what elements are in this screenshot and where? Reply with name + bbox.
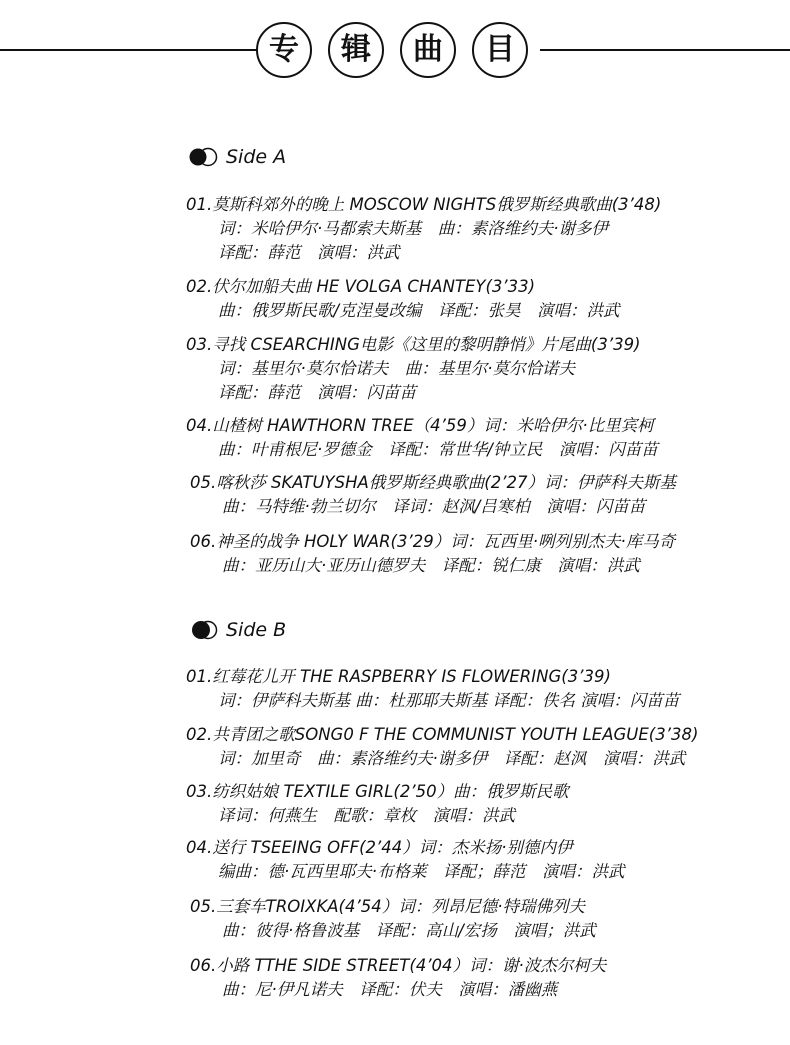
track-title: 05.喀秋莎 SKATUYSHA俄罗斯经典歌曲(2’27）词：伊萨科夫斯基 — [190, 473, 676, 492]
track-credit: 译配：薛范 演唱：闪苗苗 — [218, 383, 416, 402]
track-a-05 — [190, 471, 676, 519]
title-char-1: 专 — [256, 22, 312, 78]
page-header — [0, 0, 790, 100]
track-title: 03.纺织姑娘 TEXTILE GIRL(2’50）曲：俄罗斯民歌 — [186, 782, 569, 801]
track-title: 04.送行 TSEEING OFF(2’44）词：杰米扬·别德内伊 — [186, 838, 573, 857]
track-credit: 编曲：德·瓦西里耶夫·布格莱 译配；薛范 演唱：洪武 — [218, 862, 625, 881]
track-credit: 曲：俄罗斯民歌/克涅曼改编 译配：张昊 演唱：洪武 — [218, 301, 620, 320]
track-b-02 — [186, 723, 698, 771]
track-title: 01.红莓花儿开 THE RASPBERRY IS FLOWERING(3’39) — [186, 667, 611, 686]
side-a-label: Side A — [226, 146, 287, 168]
track-a-06 — [190, 530, 675, 578]
track-b-03 — [186, 780, 569, 828]
side-b-header — [188, 619, 286, 641]
track-b-04 — [186, 836, 625, 884]
track-a-01 — [186, 193, 661, 265]
track-credit: 曲：马特维·勃兰切尔 译词：赵沨/吕寒柏 演唱：闪苗苗 — [222, 497, 646, 516]
track-b-06 — [190, 954, 606, 1002]
side-a-header — [188, 146, 286, 168]
title-char-4: 目 — [472, 22, 528, 78]
track-a-03 — [186, 333, 641, 405]
disc-half-icon — [188, 620, 218, 640]
track-credit: 译配：薛范 演唱：洪武 — [218, 243, 400, 262]
track-title: 01.莫斯科郊外的晚上 MOSCOW NIGHTS俄罗斯经典歌曲(3’48) — [186, 195, 662, 214]
track-credit: 词：米哈伊尔·马都索夫斯基 曲：素洛维约夫·谢多伊 — [218, 219, 608, 238]
track-title: 04.山楂树 HAWTHORN TREE（4’59）词：米哈伊尔·比里宾柯 — [186, 416, 654, 435]
title-char-2: 辑 — [328, 22, 384, 78]
disc-half-icon — [188, 147, 218, 167]
track-title: 02.伏尔加船夫曲 HE VOLGA CHANTEY(3’33) — [186, 277, 536, 296]
track-title: 06.神圣的战争 HOLY WAR(3’29）词：瓦西里·咧列别杰夫·库马奇 — [190, 532, 676, 551]
track-title: 02.共青团之歌SONG0 F THE COMMUNIST YOUTH LEAGUE(3’38) — [186, 725, 699, 744]
track-b-01 — [186, 665, 679, 713]
track-credit: 曲：叶甫根尼·罗德金 译配：常世华/钟立民 演唱：闪苗苗 — [218, 440, 658, 459]
track-title: 05.三套车TROIXKA(4’54）词：列昂尼德·特瑞佛列夫 — [190, 897, 585, 916]
track-credit: 词：基里尔·莫尔恰诺夫 曲：基里尔·莫尔恰诺夫 — [218, 359, 575, 378]
track-title: 03.寻找 CSEARCHING电影《这里的黎明静悄》片尾曲(3’39) — [186, 335, 641, 354]
track-a-04 — [186, 414, 658, 462]
track-credit: 曲：亚历山大·亚历山德罗夫 译配：锐仁康 演唱：洪武 — [222, 556, 640, 575]
track-credit: 曲：彼得·格鲁波基 译配：高山/宏扬 演唱；洪武 — [222, 921, 596, 940]
track-a-02 — [186, 275, 620, 323]
track-title: 06.小路 TTHE SIDE STREET(4’04）词：谢·波杰尔柯夫 — [190, 956, 607, 975]
side-b-label: Side B — [226, 619, 287, 641]
page-title — [256, 22, 528, 78]
track-credit: 曲：尼·伊凡诺夫 译配：伏夫 演唱：潘幽燕 — [222, 980, 558, 999]
header-divider-right — [540, 49, 790, 51]
track-credit: 词：伊萨科夫斯基 曲：杜那耶夫斯基 译配：佚名 演唱：闪苗苗 — [218, 691, 680, 710]
track-b-05 — [190, 895, 596, 943]
header-divider-left — [0, 49, 258, 51]
track-credit: 词：加里奇 曲：素洛维约夫·谢多伊 译配：赵沨 演唱：洪武 — [218, 749, 686, 768]
title-char-3: 曲 — [400, 22, 456, 78]
track-credit: 译词：何燕生 配歌：章枚 演唱：洪武 — [218, 806, 515, 825]
